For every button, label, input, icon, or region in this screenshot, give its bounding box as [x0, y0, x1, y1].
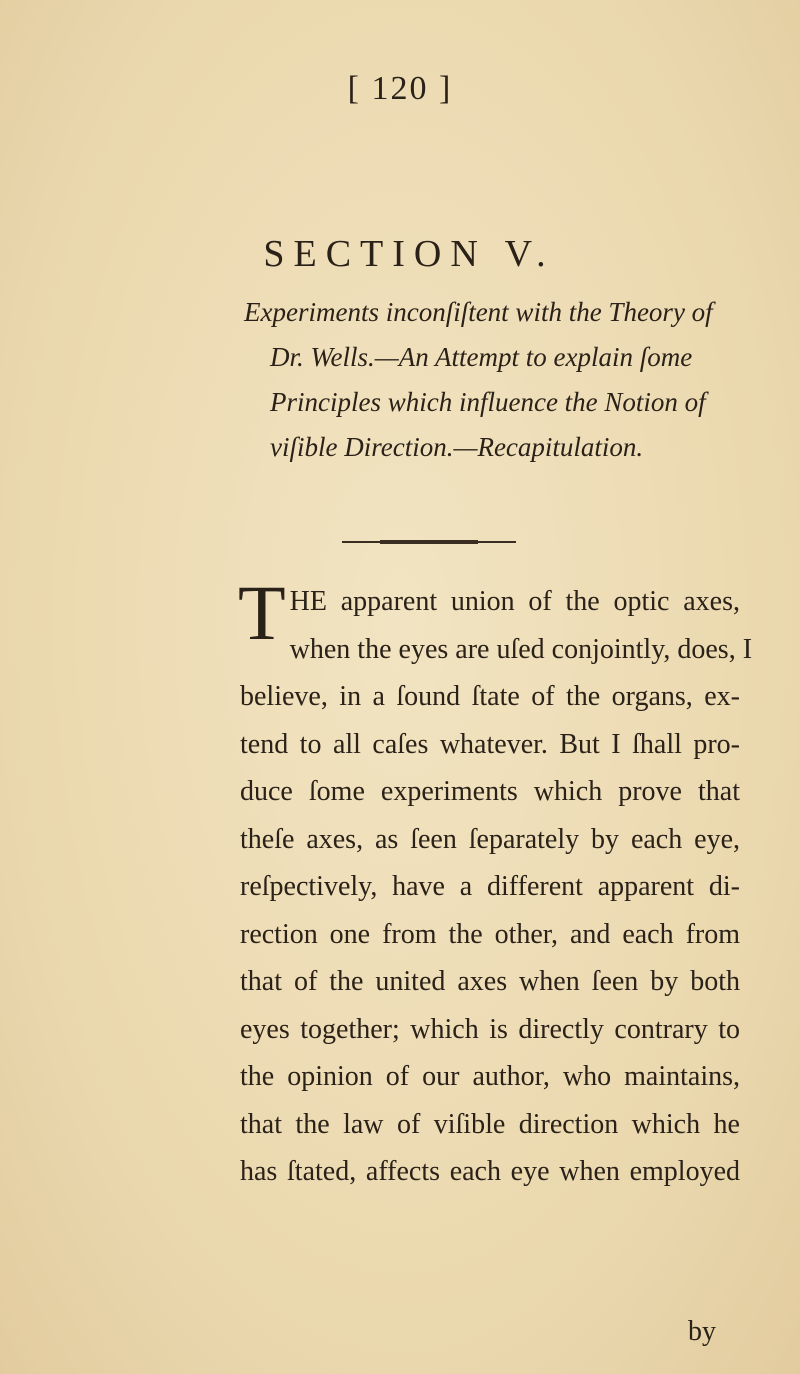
summary-line: Dr. Wells.—An Attempt to explain ſome — [270, 342, 693, 372]
section-summary — [246, 290, 766, 470]
summary-line: viſible Direction.—Recapitulation. — [270, 432, 644, 462]
body-text — [238, 569, 753, 1196]
catchword: by — [688, 1316, 716, 1347]
page-number: [ 120 ] — [347, 70, 453, 107]
body-line: the opinion of our author, who maintains, — [240, 1061, 740, 1092]
body-line: reſpectively, have a different apparent di- — [240, 871, 740, 902]
section-title: SECTION V. — [263, 233, 555, 275]
body-line: that of the united axes when ſeen by both — [240, 966, 740, 997]
body-line: duce ſome experiments which prove that — [240, 776, 740, 807]
body-line: HE apparent union of the optic axes, — [289, 586, 740, 617]
body-line: when the eyes are uſed conjointly, does, I — [289, 633, 753, 665]
drop-cap: T — [238, 569, 286, 656]
section-divider-center — [380, 540, 478, 544]
body-line: theſe axes, as ſeen ſeparately by each eye, — [240, 823, 740, 855]
summary-line: Experiments inconſiſtent with the Theory of — [244, 297, 713, 327]
body-line: eyes together; which is directly contrary to — [240, 1013, 740, 1045]
body-line: tend to all caſes whatever. But I ſhall pro- — [240, 728, 740, 760]
body-line: believe, in a ſound ſtate of the organs, ex- — [240, 681, 740, 712]
body-line: rection one from the other, and each from — [240, 918, 740, 950]
body-line: has ſtated, affects each eye when employed — [240, 1156, 740, 1187]
body-line: that the law of viſible direction which he — [240, 1108, 740, 1140]
summary-line: Principles which influence the Notion of — [270, 387, 706, 417]
